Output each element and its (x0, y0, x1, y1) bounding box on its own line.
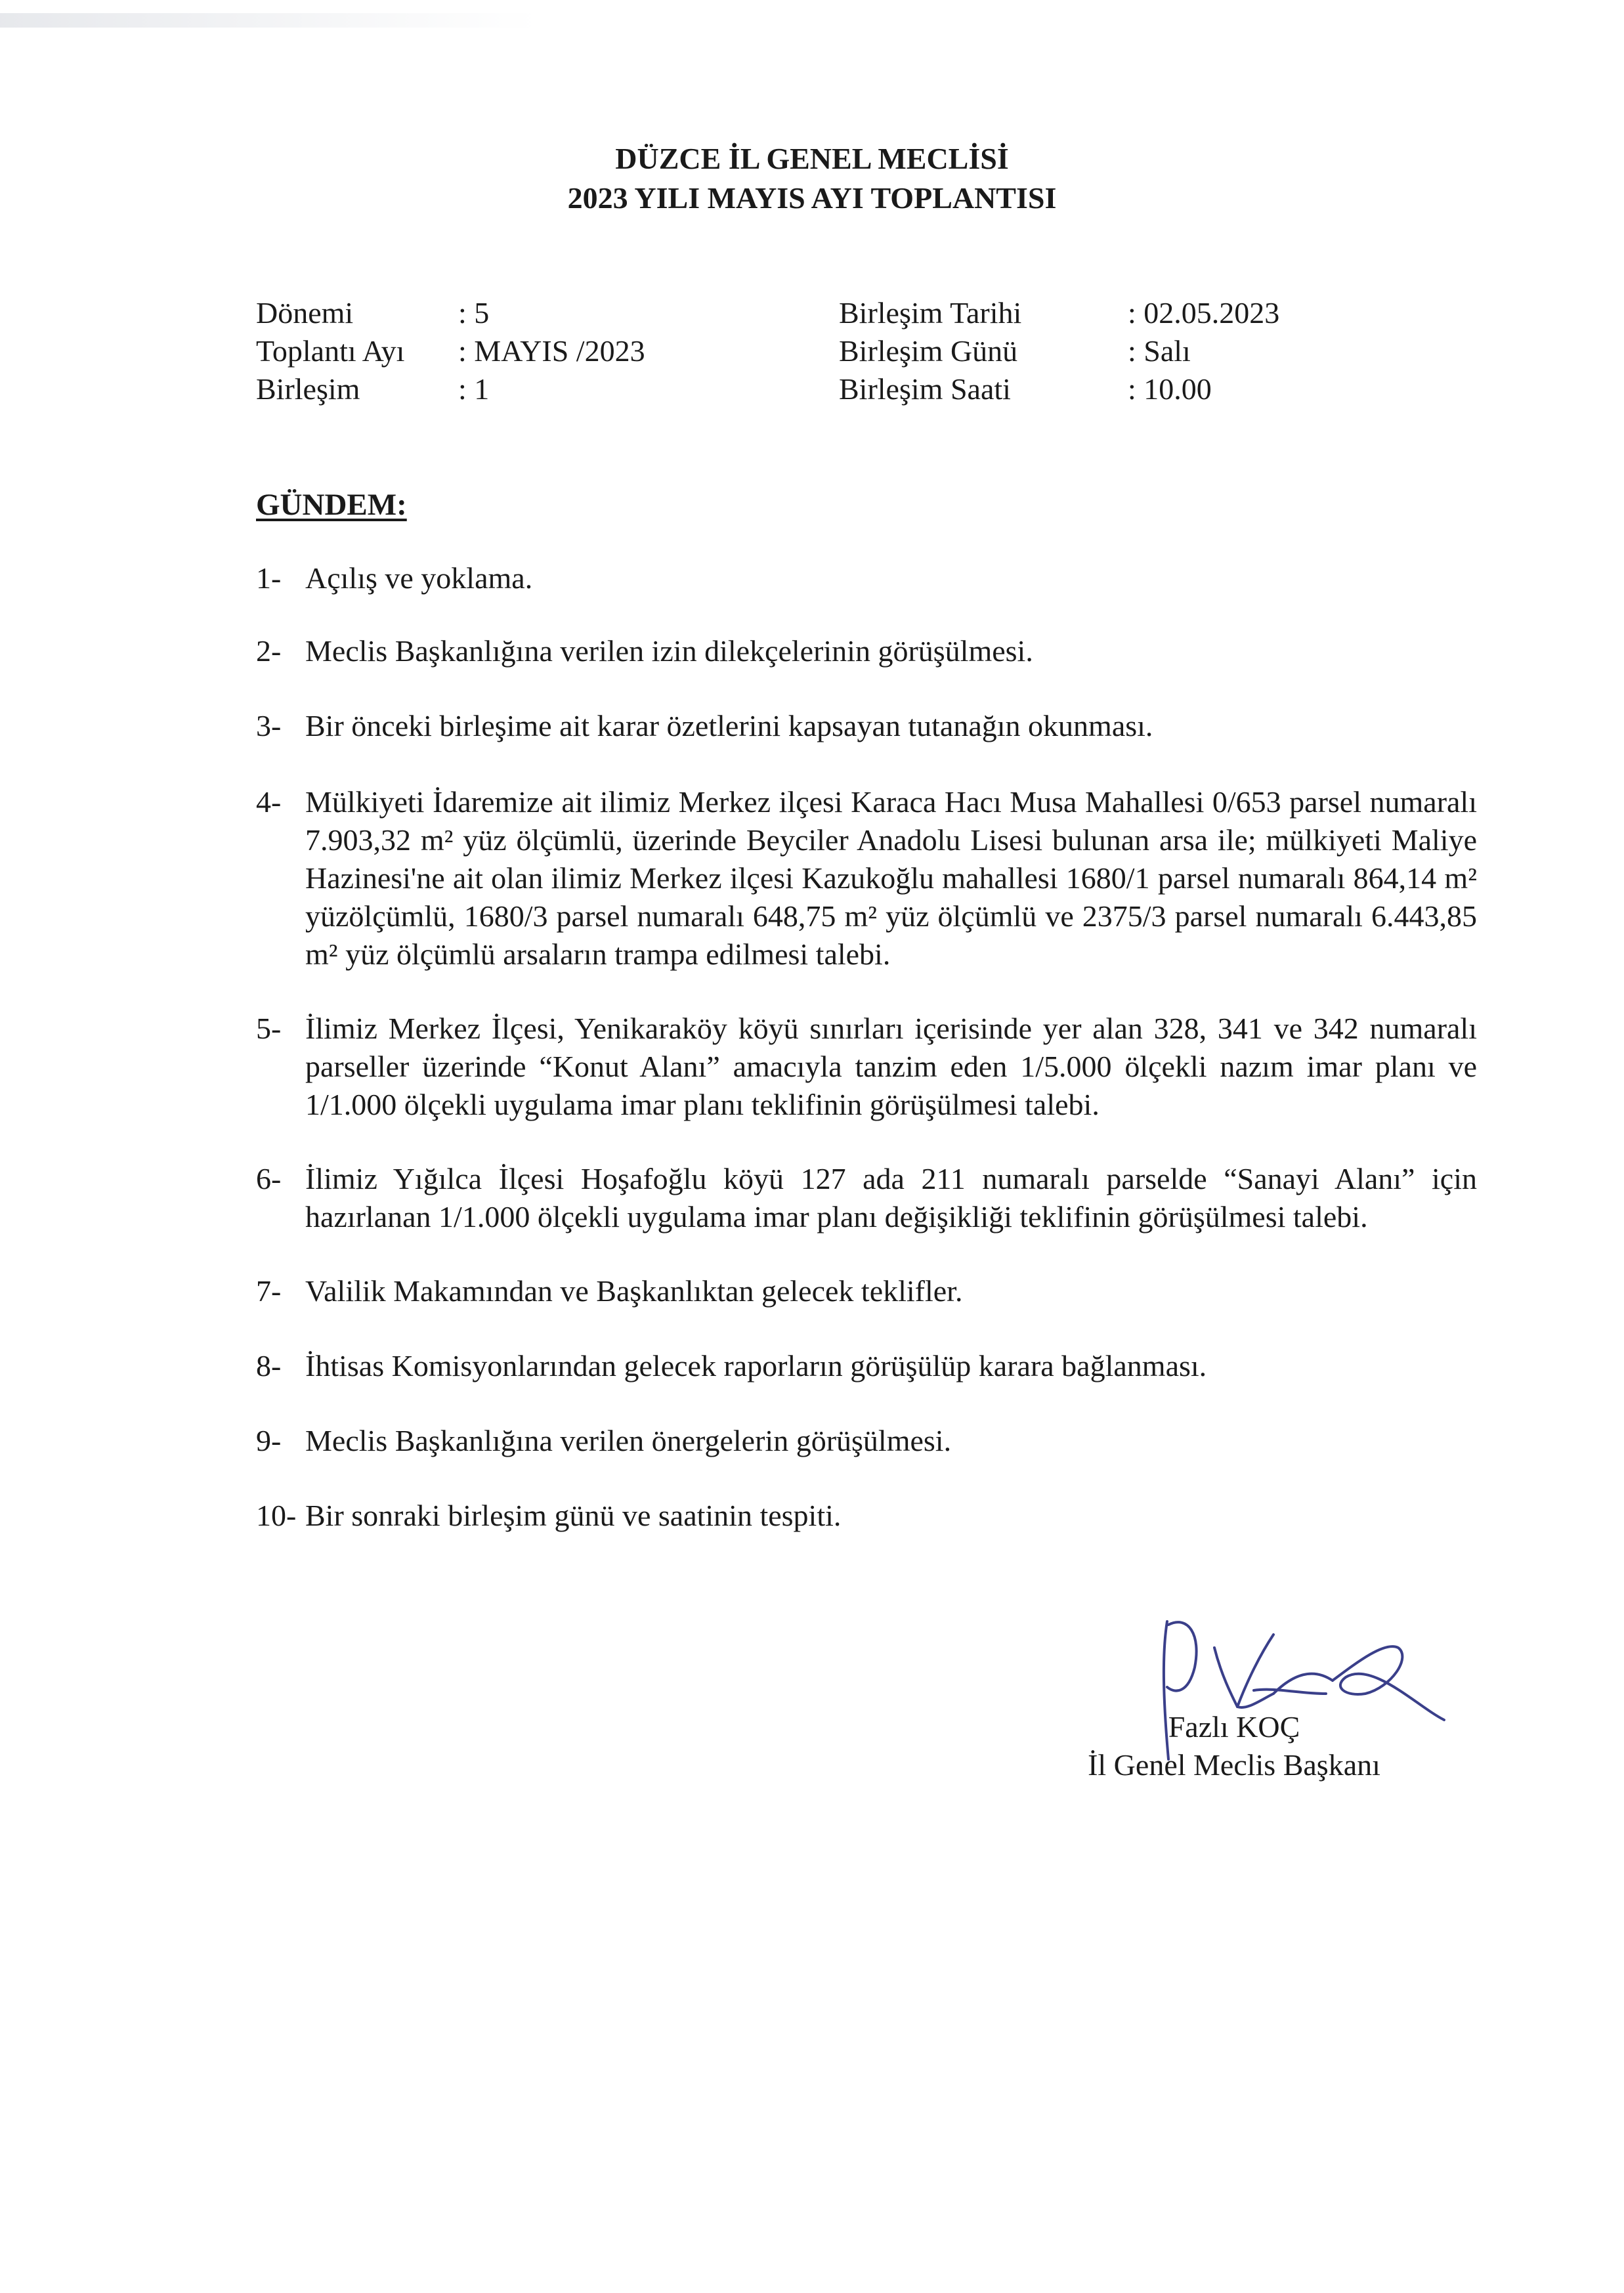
agenda-item (256, 1497, 1477, 1535)
info-value-birlesim-gunu: : Salı (1128, 334, 1191, 368)
agenda-item-number: 7- (256, 1274, 282, 1308)
agenda-item (256, 1272, 1477, 1310)
agenda-item-number: 10- (256, 1499, 297, 1532)
info-label-birlesim: Birleşim (256, 372, 360, 406)
agenda-item-text: İlimiz Yığılca İlçesi Hoşafoğlu köyü 127 ada 211 numaralı parselde “Sanayi Alanı” için hazırlanan 1/1.000 ölçekli uygulama imar planı değişikliği teklifinin görüşülmesi talebi. (305, 1162, 1477, 1233)
agenda-item (256, 1010, 1477, 1124)
info-value-donemi: : 5 (458, 296, 490, 330)
info-value-birlesim: : 1 (458, 372, 490, 406)
document-title: DÜZCE İL GENEL MECLİSİ (615, 142, 1009, 175)
info-label-birlesim-gunu: Birleşim Günü (839, 334, 1018, 368)
agenda-item-text: Meclis Başkanlığına verilen önergelerin görüşülmesi. (305, 1424, 952, 1457)
info-label-birlesim-tarihi: Birleşim Tarihi (839, 296, 1022, 330)
agenda-item-text: Meclis Başkanlığına verilen izin dilekçelerinin görüşülmesi. (305, 634, 1033, 668)
agenda-item-number: 1- (256, 561, 282, 595)
info-value-birlesim-saati: : 10.00 (1128, 372, 1212, 406)
agenda-item-text: Bir sonraki birleşim günü ve saatinin tespiti. (305, 1499, 842, 1532)
agenda-item (256, 1160, 1477, 1236)
info-label-toplanti-ayi: Toplantı Ayı (256, 334, 405, 368)
agenda-item-number: 2- (256, 634, 282, 668)
agenda-item-number: 9- (256, 1424, 282, 1457)
agenda-item-text: Açılış ve yoklama. (305, 561, 533, 595)
info-value-toplanti-ayi: : MAYIS /2023 (458, 334, 645, 368)
agenda-item (256, 559, 1477, 597)
agenda-item (256, 1422, 1477, 1460)
agenda-item-number: 3- (256, 709, 282, 742)
agenda-item-text: Mülkiyeti İdaremize ait ilimiz Merkez ilçesi Karaca Hacı Musa Mahallesi 0/653 parsel numaralı 7.903,32 m² yüz ölçümlü, üzerinde Beyciler Anadolu Lisesi bulunan arsa ile; mülkiyeti Maliye Hazinesi'ne ait olan ilimiz Merkez ilçesi Kazukoğlu mahallesi 1680/1 parsel numaralı 864,14 m² yüzölçümlü, 1680/3 parsel numaralı 648,75 m² yüz ölçümlü ve 2375/3 parsel numaralı 6.443,85 m² yüz ölçümlü arsaların trampa edilmesi talebi. (305, 785, 1477, 971)
signatory-name: Fazlı KOÇ (1168, 1710, 1300, 1744)
agenda-heading: GÜNDEM: (256, 488, 407, 522)
signatory-title: İl Genel Meclis Başkanı (1088, 1748, 1380, 1782)
agenda-item-text: İhtisas Komisyonlarından gelecek raporların görüşülüp karara bağlanması. (305, 1349, 1207, 1382)
agenda-item-text: İlimiz Merkez İlçesi, Yenikaraköy köyü sınırları içerisinde yer alan 328, 341 ve 342 numaralı parseller üzerinde “Konut Alanı” amacıyla tanzim eden 1/5.000 ölçekli nazım imar planı ve 1/1.000 ölçekli uygulama imar planı teklifinin görüşülmesi talebi. (305, 1012, 1477, 1121)
agenda-item (256, 783, 1477, 974)
scan-artifact (0, 13, 538, 28)
agenda-item (256, 1347, 1477, 1385)
document-subtitle: 2023 YILI MAYIS AYI TOPLANTISI (567, 181, 1057, 215)
agenda-item-number: 8- (256, 1349, 282, 1382)
agenda-item-number: 4- (256, 785, 282, 819)
agenda-item-text: Bir önceki birleşime ait karar özetlerini kapsayan tutanağın okunması. (305, 709, 1153, 742)
info-value-birlesim-tarihi: : 02.05.2023 (1128, 296, 1280, 330)
info-label-donemi: Dönemi (256, 296, 354, 330)
info-label-birlesim-saati: Birleşim Saati (839, 372, 1011, 406)
agenda-item (256, 707, 1477, 745)
agenda-item-text: Valilik Makamından ve Başkanlıktan gelecek teklifler. (305, 1274, 963, 1308)
agenda-item-number: 5- (256, 1012, 282, 1045)
agenda-item-number: 6- (256, 1162, 282, 1195)
agenda-item (256, 632, 1477, 670)
